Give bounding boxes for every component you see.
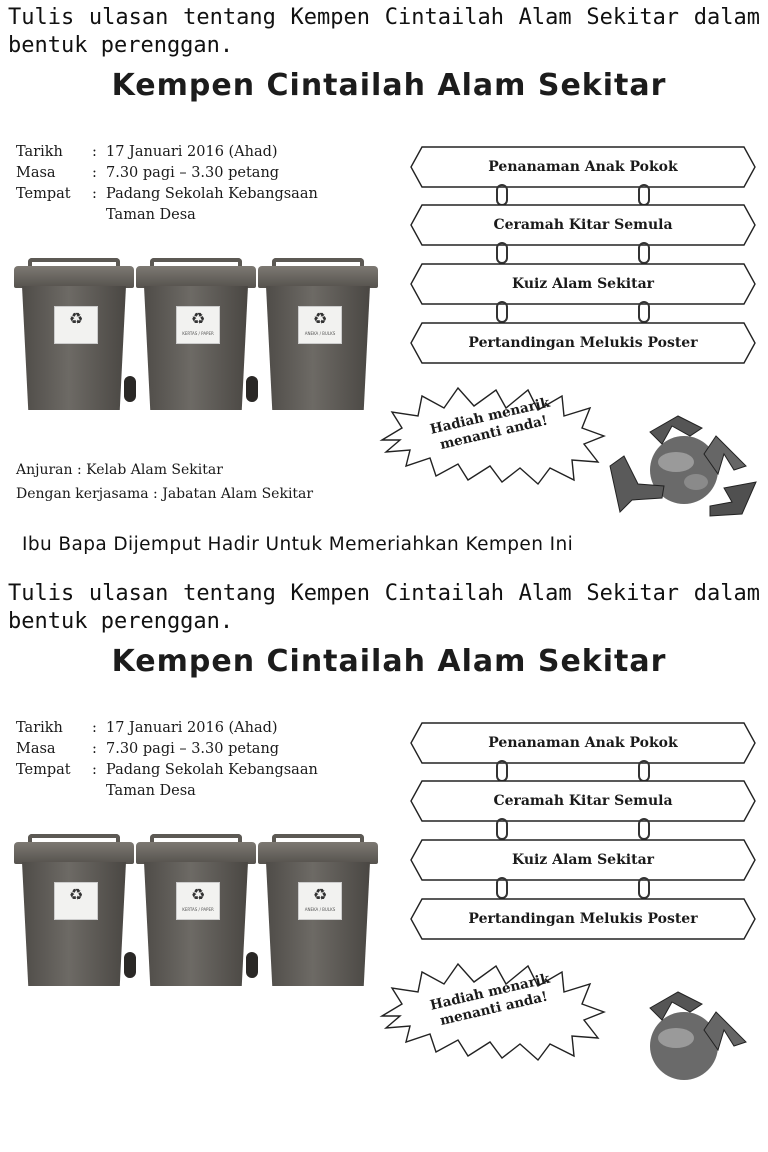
binder-ring	[496, 760, 508, 782]
binder-ring	[638, 301, 650, 323]
bin-wheel	[124, 952, 136, 978]
poster-title: Kempen Cintailah Alam Sekitar	[111, 68, 667, 103]
detail-value: Padang Sekolah Kebangsaan Taman Desa	[106, 186, 318, 223]
binder-ring	[638, 760, 650, 782]
activity-banner	[410, 204, 756, 246]
detail-label: Tempat	[16, 186, 71, 202]
activity-banner	[410, 322, 756, 364]
recycle-symbol-icon: ♻	[54, 882, 98, 920]
recycle-bins-image	[14, 834, 382, 994]
activity-label: Kuiz Alam Sekitar	[511, 276, 655, 292]
detail-label: Masa	[16, 165, 56, 181]
binder-ring	[496, 877, 508, 899]
bin-body	[266, 286, 370, 410]
recycle-bin	[258, 258, 378, 414]
detail-value: 7.30 pagi – 3.30 petang	[106, 165, 280, 181]
binder-ring	[496, 818, 508, 840]
bin-lid	[14, 266, 134, 288]
instruction-text: Tulis ulasan tentang Kempen Cintailah Alam Sekitar dalam bentuk perenggan.	[8, 5, 760, 58]
detail-value: 17 Januari 2016 (Ahad)	[106, 720, 278, 736]
detail-label: Tarikh	[16, 720, 63, 736]
recycle-symbol-icon: ♻ KERTAS / PAPER	[176, 882, 220, 920]
activity-banner	[410, 722, 756, 764]
binder-ring	[496, 184, 508, 206]
partner-text: Dengan kerjasama : Jabatan Alam Sekitar	[16, 486, 314, 502]
binder-ring	[638, 184, 650, 206]
bin-lid	[136, 266, 256, 288]
prize-text: Hadiah menarik menanti anda!	[428, 394, 552, 453]
activity-label: Kuiz Alam Sekitar	[511, 852, 655, 868]
detail-separator: :	[92, 720, 97, 736]
recycle-bin	[136, 258, 256, 414]
bin-sticker-text: ANEKA / BULKS	[304, 907, 336, 912]
recycle-bin	[14, 258, 134, 414]
binder-ring	[496, 301, 508, 323]
bin-sticker-text: ANEKA / BULKS	[304, 331, 336, 336]
bin-sticker-text: KERTAS / PAPER	[182, 907, 214, 912]
activity-banner	[410, 263, 756, 305]
bin-body	[22, 862, 126, 986]
bin-wheel	[124, 376, 136, 402]
detail-label: Masa	[16, 741, 56, 757]
binder-ring	[638, 242, 650, 264]
bin-body	[22, 286, 126, 410]
detail-separator: :	[92, 144, 97, 160]
prize-starburst	[378, 958, 606, 1062]
recycle-bin	[14, 834, 134, 990]
recycle-symbol-icon: ♻ ANEKA / BULKS	[298, 306, 342, 344]
detail-value: 17 Januari 2016 (Ahad)	[106, 144, 278, 160]
detail-time	[16, 739, 366, 760]
bin-lid	[14, 842, 134, 864]
binder-ring	[496, 242, 508, 264]
activity-label: Ceramah Kitar Semula	[493, 217, 673, 233]
recycle-bins-image	[14, 258, 382, 418]
activity-banner	[410, 146, 756, 188]
detail-value: Padang Sekolah Kebangsaan Taman Desa	[106, 762, 318, 799]
organiser-text: Anjuran : Kelab Alam Sekitar	[16, 462, 223, 478]
detail-time	[16, 163, 366, 184]
recycle-symbol-icon: ♻ KERTAS / PAPER	[176, 306, 220, 344]
detail-label: Tempat	[16, 762, 71, 778]
bin-sticker-text: KERTAS / PAPER	[182, 331, 214, 336]
detail-date	[16, 142, 366, 163]
binder-ring	[638, 818, 650, 840]
invite-text: Ibu Bapa Dijemput Hadir Untuk Memeriahkan Kempen Ini	[22, 534, 574, 555]
bin-body	[266, 862, 370, 986]
activity-label: Pertandingan Melukis Poster	[468, 911, 698, 927]
instruction-text: Tulis ulasan tentang Kempen Cintailah Alam Sekitar dalam bentuk perenggan.	[8, 581, 760, 634]
recycle-symbol-icon: ♻ ANEKA / BULKS	[298, 882, 342, 920]
bin-body	[144, 286, 248, 410]
prize-starburst	[378, 382, 606, 486]
bin-body	[144, 862, 248, 986]
bin-wheel	[246, 376, 258, 402]
activity-banner	[410, 898, 756, 940]
detail-place	[16, 760, 366, 802]
activity-label: Penanaman Anak Pokok	[488, 159, 678, 175]
detail-separator: :	[92, 762, 97, 778]
prize-text: Hadiah menarik menanti anda!	[428, 970, 552, 1029]
activity-banner	[410, 780, 756, 822]
bin-wheel	[246, 952, 258, 978]
recycle-globe-icon	[606, 990, 760, 1100]
bin-lid	[258, 266, 378, 288]
detail-separator: :	[92, 186, 97, 202]
detail-label: Tarikh	[16, 144, 63, 160]
activity-label: Penanaman Anak Pokok	[488, 735, 678, 751]
activity-banner	[410, 839, 756, 881]
detail-date	[16, 718, 366, 739]
recycle-bin	[258, 834, 378, 990]
activity-label: Ceramah Kitar Semula	[493, 793, 673, 809]
event-details	[16, 142, 366, 226]
binder-ring	[638, 877, 650, 899]
worksheet-copy-2	[0, 576, 768, 1152]
detail-place	[16, 184, 366, 226]
detail-separator: :	[92, 165, 97, 181]
activity-label: Pertandingan Melukis Poster	[468, 335, 698, 351]
bin-lid	[258, 842, 378, 864]
recycle-globe-icon	[606, 414, 760, 524]
organiser-block	[16, 458, 313, 506]
bin-lid	[136, 842, 256, 864]
recycle-symbol-icon: ♻	[54, 306, 98, 344]
detail-separator: :	[92, 741, 97, 757]
detail-value: 7.30 pagi – 3.30 petang	[106, 741, 280, 757]
poster-title: Kempen Cintailah Alam Sekitar	[111, 644, 667, 679]
event-details	[16, 718, 366, 802]
recycle-bin	[136, 834, 256, 990]
